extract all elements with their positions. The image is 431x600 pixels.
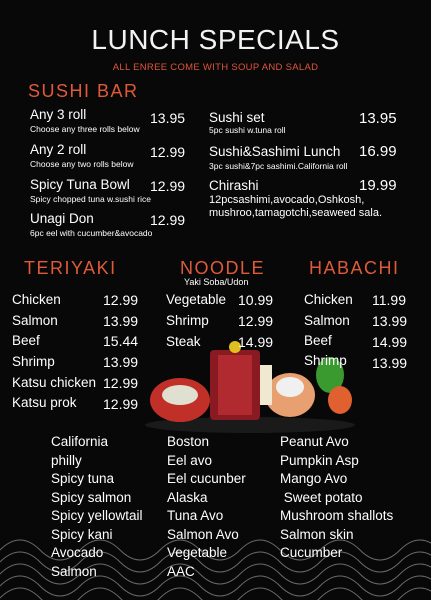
menu-item-price: 12.99 [150,178,186,194]
menu-item-desc: Spicy chopped tuna w.sushi rice [30,194,151,204]
menu-item-price: 12.99 [103,292,139,308]
list-item: Peanut Avo [280,434,349,449]
list-item: Spicy kani [51,526,113,542]
menu-item-name: Chicken [304,292,353,307]
menu-item-price: 12.99 [103,375,139,391]
menu-item-name: Sushi&Sashimi Lunch [209,144,341,159]
menu-item-price: 13.99 [372,313,408,329]
menu-item-desc: 12pcsashimi,avocado,Oshkosh, [209,194,365,206]
roll-list-column-2 [167,433,246,581]
list-item: Alaska [167,489,208,505]
menu-item-price: 13.95 [150,110,186,126]
menu-item-name: Steak [166,334,201,349]
list-item: Eel avo [167,452,213,468]
list-item: Boston [167,434,210,449]
menu-item-price: 13.95 [359,110,397,127]
menu-item-name: Salmon [12,313,58,328]
page-subtitle: ALL ENREE COME WITH SOUP AND SALAD [112,62,319,73]
menu-item-price: 12.99 [103,396,139,412]
menu-item-desc: 3pc sushi&7pc sashimi.California roll [209,161,348,171]
menu-item-name: Chicken [12,292,61,307]
menu-item-name: Chirashi [209,178,259,193]
menu-item-price: 13.99 [103,354,139,370]
menu-item-name: Salmon [304,313,350,328]
list-item: Pumpkin Asp [280,452,359,468]
menu-item-name: Shrimp [304,353,347,368]
menu-item-price: 15.44 [103,333,139,349]
menu-item-name: Shrimp [166,313,209,328]
menu-item-price: 11.99 [372,292,406,308]
list-item: Cucumber [280,545,343,560]
habachi-heading: HABACHI [309,258,400,278]
menu-item-name: Any 2 roll [30,142,87,157]
list-item: Mango Avo [280,471,348,486]
list-item: AAC [167,563,195,579]
menu-item-name: Katsu prok [12,395,77,410]
list-item: Avocado [51,545,104,560]
menu-item-desc: Choose any three rolls below [30,124,140,134]
menu-item-price: 10.99 [238,292,274,308]
menu-item-desc: 5pc sushi w.tuna roll [209,125,286,135]
menu-item-desc: 6pc eel with cucumber&avocado [30,228,153,238]
list-item: Mushroom shallots [280,508,394,523]
list-item: Spicy tuna [51,471,115,486]
menu-item-name: Katsu chicken [12,375,97,390]
menu-item-price: 13.99 [103,313,139,329]
menu-item-price: 12.99 [150,144,186,160]
noodle-heading: NOODLE [180,258,266,278]
menu-item-price: 16.99 [359,143,397,160]
list-item: Spicy salmon [51,489,132,505]
list-item: Tuna Avo [167,508,224,523]
list-item: Eel cucunber [167,471,246,486]
roll-list-column-1 [51,433,143,581]
noodle-subheading: Yaki Soba/Udon [184,277,249,287]
page-title: LUNCH SPECIALS [91,24,340,55]
menu-item-name: Beef [304,333,332,348]
menu-item-name: Beef [12,333,40,348]
menu-item-desc: mushroo,tamagotchi,seaweed sala. [209,207,383,219]
menu-item-name: Spicy Tuna Bowl [30,177,130,192]
menu-item-name: Sushi set [209,110,265,125]
menu-item-name: Vegetable [166,292,227,307]
list-item: Salmon [51,563,97,579]
list-item: Salmon Avo [167,526,239,542]
teriyaki-heading: TERIYAKI [24,258,117,278]
menu-item-name: Shrimp [12,354,55,369]
menu-item-price: 14.99 [238,334,274,350]
menu-item-price: 13.99 [372,355,408,371]
menu-item-price: 12.99 [238,313,274,329]
menu-item-price: 14.99 [372,334,408,350]
list-item: Salmon skin [280,526,354,542]
list-item: Vegetable [167,545,228,560]
menu-item-name: Unagi Don [30,211,94,226]
roll-list-column-3 [280,433,393,563]
menu-item-name: Any 3 roll [30,107,87,122]
list-item: Sweet potato [280,489,363,505]
menu-item-price: 19.99 [359,177,397,194]
menu-item-desc: Choose any two rolls below [30,159,134,169]
menu-item-price: 12.99 [150,212,186,228]
list-item: philly [51,452,82,468]
list-item: Spicy yellowtail [51,508,143,523]
list-item: California [51,434,109,449]
sushi-bar-heading: SUSHI BAR [28,81,139,101]
